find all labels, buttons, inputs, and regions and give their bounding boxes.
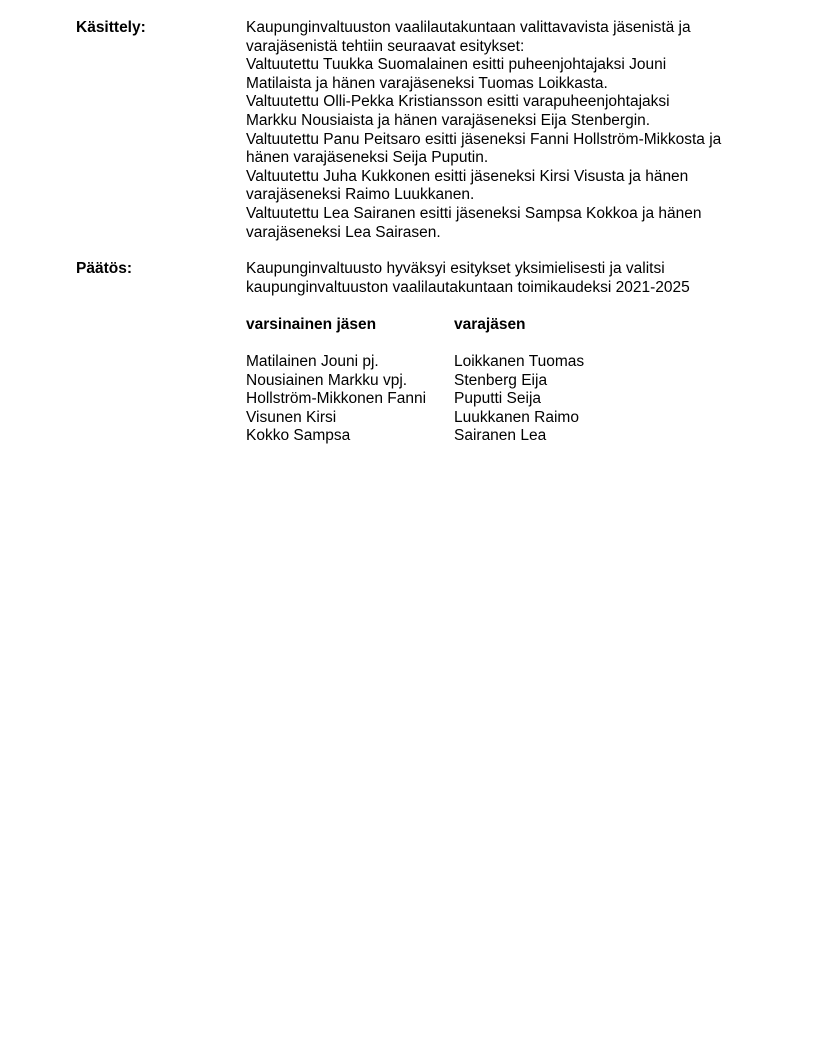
table-row bbox=[246, 427, 654, 446]
member-cell: Hollström-Mikkonen Fanni bbox=[246, 390, 427, 408]
kasittely-body bbox=[246, 19, 756, 242]
kasittely-line: Kaupunginvaltuuston vaalilautakuntaan valittavavista jäsenistä ja bbox=[246, 19, 691, 36]
table-row bbox=[246, 353, 654, 372]
deputy-cell: Stenberg Eija bbox=[454, 371, 548, 389]
table-row bbox=[246, 372, 654, 391]
paatos-label: Päätös: bbox=[76, 260, 132, 277]
deputy-cell: Sairanen Lea bbox=[454, 427, 547, 445]
column-header-deputy: varajäsen bbox=[454, 315, 526, 333]
kasittely-line: Valtuutettu Lea Sairanen esitti jäseneksi Sampsa Kokkoa ja hänen bbox=[246, 204, 702, 222]
table-row bbox=[246, 409, 654, 428]
member-cell: Visunen Kirsi bbox=[246, 408, 337, 426]
kasittely-line: varajäseneksi Lea Sairasen. bbox=[246, 223, 441, 241]
kasittely-line: Matilaista ja hänen varajäseneksi Tuomas Loikkasta. bbox=[246, 74, 608, 92]
member-cell: Kokko Sampsa bbox=[246, 427, 351, 445]
paatos-body bbox=[246, 260, 756, 446]
kasittely-label: Käsittely: bbox=[76, 19, 146, 36]
members-table bbox=[246, 316, 654, 446]
table-row bbox=[246, 390, 654, 409]
deputy-cell: Loikkanen Tuomas bbox=[454, 352, 585, 370]
paatos-line: kaupunginvaltuuston vaalilautakuntaan toimikaudeksi 2021-2025 bbox=[246, 278, 690, 296]
deputy-cell: Luukkanen Raimo bbox=[454, 408, 579, 426]
table-header-row bbox=[246, 316, 654, 335]
deputy-cell: Puputti Seija bbox=[454, 390, 542, 408]
kasittely-line: Valtuutettu Olli-Pekka Kristiansson esitti varapuheenjohtajaksi bbox=[246, 93, 670, 111]
kasittely-line: varajäsenistä tehtiin seuraavat esitykset: bbox=[246, 37, 525, 55]
member-cell: Matilainen Jouni pj. bbox=[246, 352, 379, 370]
kasittely-line: hänen varajäseneksi Seija Puputin. bbox=[246, 149, 489, 167]
kasittely-line: varajäseneksi Raimo Luukkanen. bbox=[246, 186, 475, 204]
kasittely-line: Valtuutettu Juha Kukkonen esitti jäseneksi Kirsi Visusta ja hänen bbox=[246, 167, 689, 185]
table-spacer bbox=[246, 334, 654, 353]
member-cell: Nousiainen Markku vpj. bbox=[246, 371, 408, 389]
kasittely-line: Valtuutettu Panu Peitsaro esitti jäseneksi Fanni Hollström-Mikkosta ja bbox=[246, 130, 722, 148]
column-header-member: varsinainen jäsen bbox=[246, 315, 377, 333]
kasittely-line: Markku Nousiaista ja hänen varajäseneksi Eija Stenbergin. bbox=[246, 111, 651, 129]
kasittely-line: Valtuutettu Tuukka Suomalainen esitti puheenjohtajaksi Jouni bbox=[246, 56, 667, 74]
paatos-line: Kaupunginvaltuusto hyväksyi esitykset yksimielisesti ja valitsi bbox=[246, 260, 665, 277]
